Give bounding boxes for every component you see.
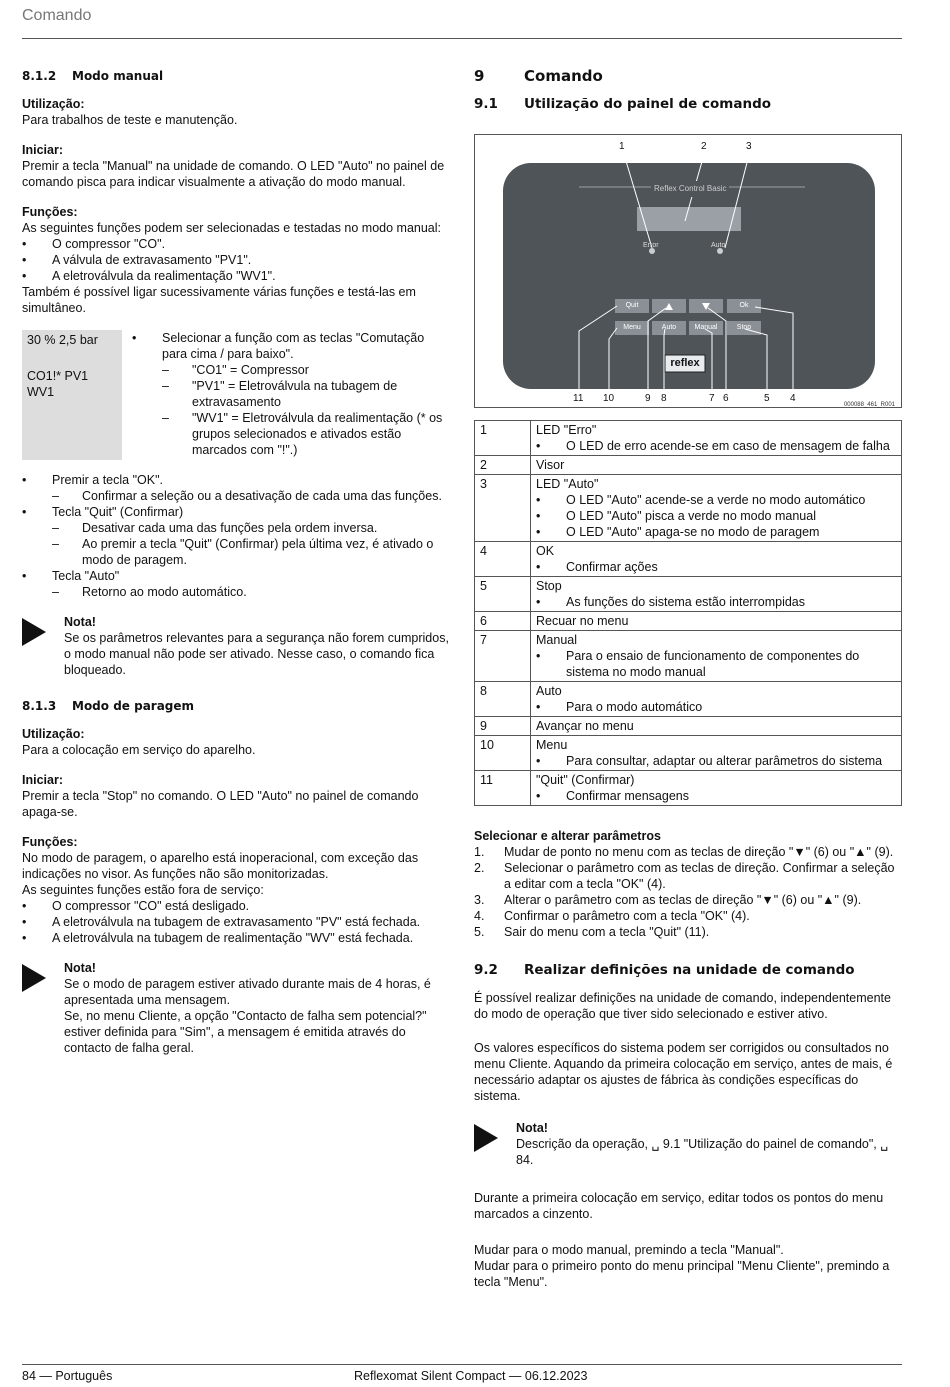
list-item-text: A válvula de extravasamento "PV1". (52, 253, 252, 267)
paragraph: Durante a primeira colocação em serviço, editar todos os pontos do menu marcados a cinzento. (474, 1191, 884, 1221)
led-error-label: Error (643, 242, 659, 249)
note-text: Se os parâmetros relevantes para a segurança não forem cumpridos, o modo manual não pode ser ativado. Nesse caso, o comando fica bloqueado. (64, 631, 449, 677)
funcoes-label: Funções: (22, 205, 78, 219)
sub-item: – Confirmar a seleção ou a desativação de cada uma das funções. (52, 489, 442, 503)
list-item: • A eletroválvula na tubagem de extravasamento "PV" está fechada. (22, 915, 421, 929)
list-item-text: Alterar o parâmetro com as teclas de direção "▼" (6) ou "▲" (9). (504, 893, 862, 907)
legend-description (531, 612, 902, 631)
heading-number: 8.1.2 (22, 69, 57, 83)
key-menu-label: Menu (623, 324, 641, 331)
legend-description (531, 771, 902, 806)
heading-9-1 (474, 96, 902, 112)
legend-item (536, 559, 896, 575)
heading-number: 9.1 (474, 96, 498, 112)
utilizacao-text: Para trabalhos de teste e manutenção. (22, 113, 238, 127)
list-item-text: Premir a tecla "OK". (52, 473, 163, 487)
display-line-1: 30 % 2,5 bar (27, 333, 98, 347)
footer-product: Reflexomat Silent Compact — 06.12.2023 (354, 1369, 588, 1383)
bullet-marker: • (536, 525, 541, 539)
table-row (475, 717, 902, 736)
params-list (474, 844, 902, 940)
sub-item-text: Confirmar a seleção ou a desativação de cada uma das funções. (82, 489, 442, 503)
note-arrow-icon (22, 618, 46, 646)
footer-rule (22, 1364, 902, 1365)
list-item-text: A eletroválvula na tubagem de realimentação "WV" está fechada. (52, 931, 414, 945)
list-item: • O compressor "CO". (22, 237, 166, 251)
list-item: 2. Selecionar o parâmetro com as teclas de direção. Confirmar a seleção a editar com a tecla "OK" (4). (474, 860, 902, 892)
paragraph: Mudar para o primeiro ponto do menu principal "Menu Cliente", premindo a tecla "Menu". (474, 1259, 890, 1289)
legend-number: 6 (475, 612, 531, 631)
legend-item (536, 438, 896, 454)
legend-number: 1 (475, 421, 531, 456)
callout-10: 10 (603, 393, 615, 404)
list-item-text: O compressor "CO" está desligado. (52, 899, 250, 913)
callout-1: 1 (619, 141, 625, 152)
legend-label: "Quit" (Confirmar) (536, 773, 635, 787)
running-header: Comando (22, 7, 92, 24)
note-title: Nota! (64, 961, 96, 975)
list-item: 5. Sair do menu com a tecla "Quit" (11). (474, 925, 710, 939)
legend-item-text: O LED "Auto" acende-se a verde no modo automático (566, 493, 866, 507)
legend-number: 4 (475, 542, 531, 577)
list-item-text: A eletroválvula da realimentação "WV1". (52, 269, 276, 283)
heading-title: Realizar definições na unidade de comando (524, 962, 855, 978)
utilizacao-label: Utilização: (22, 97, 85, 111)
list-item-text: O compressor "CO". (52, 237, 166, 251)
sub-item: – Ao premir a tecla "Quit" (Confirmar) pela última vez, é ativado o modo de paragem. (52, 536, 452, 568)
list-item-text: Selecionar a função com as teclas "Comutação para cima / para baixo". (162, 331, 425, 361)
legend-description (531, 631, 902, 682)
sub-item-text: "PV1" = Eletroválvula na tubagem de extravasamento (192, 379, 398, 409)
legend-number: 10 (475, 736, 531, 771)
legend-item-text: Para consultar, adaptar ou alterar parâmetros do sistema (566, 754, 883, 768)
callout-6: 6 (723, 393, 729, 404)
heading-8-1-2 (22, 68, 452, 84)
bullet-marker: • (536, 754, 541, 768)
legend-item (536, 648, 896, 680)
heading-number: 9.2 (474, 962, 498, 978)
legend-number: 2 (475, 456, 531, 475)
legend-description (531, 542, 902, 577)
table-row (475, 612, 902, 631)
legend-label: Auto (536, 684, 562, 698)
note-text: Se, no menu Cliente, a opção "Contacto de falha sem potencial?" estiver definida para "Sim", a mensagem é emitida através do contacto de falha geral. (64, 1009, 427, 1055)
legend-description (531, 577, 902, 612)
callout-11: 11 (573, 393, 584, 404)
sub-item: – Retorno ao modo automático. (52, 585, 247, 599)
table-row (475, 736, 902, 771)
list-item: 4. Confirmar o parâmetro com a tecla "OK" (4). (474, 909, 750, 923)
heading-number: 9 (474, 67, 485, 85)
callout-4: 4 (790, 393, 796, 404)
heading-8-1-3 (22, 698, 452, 714)
note-text: Se o modo de paragem estiver ativado durante mais de 4 horas, é apresentada uma mensagem. (64, 977, 431, 1007)
paragraph: É possível realizar definições na unidade de comando, independentemente do modo de operação que tiver sido selecionado e estiver ativo. (474, 991, 891, 1021)
key-quit-label: Quit (625, 302, 639, 309)
legend-number: 8 (475, 682, 531, 717)
funcoes-label: Funções: (22, 835, 78, 849)
note-title: Nota! (516, 1121, 548, 1135)
legend-item (536, 594, 896, 610)
legend-description (531, 682, 902, 717)
key-ok-label: Ok (739, 302, 749, 309)
reflex-logo: reflex (670, 357, 700, 369)
heading-title: Utilização do painel de comando (524, 96, 772, 112)
legend-description (531, 456, 902, 475)
sub-item: – Desativar cada uma das funções pela ordem inversa. (52, 521, 378, 535)
table-row (475, 631, 902, 682)
list-item: • O compressor "CO" está desligado. (22, 899, 250, 913)
legend-number: 5 (475, 577, 531, 612)
sub-item-text: Retorno ao modo automático. (82, 585, 247, 599)
utilizacao-label: Utilização: (22, 727, 85, 741)
note-block (22, 960, 452, 1056)
legend-number: 9 (475, 717, 531, 736)
table-row (475, 771, 902, 806)
key-stop-label: Stop (736, 324, 752, 331)
list-item: 1. Mudar de ponto no menu com as teclas de direção "▼" (6) ou "▲" (9). (474, 845, 894, 859)
legend-label: OK (536, 544, 555, 558)
bullet-marker: • (536, 595, 541, 609)
list-item: • A válvula de extravasamento "PV1". (22, 253, 252, 267)
legend-label: Menu (536, 738, 568, 752)
iniciar-text: Premir a tecla "Stop" no comando. O LED "Auto" no painel de comando apaga-se. (22, 789, 419, 819)
legend-item-text: O LED "Auto" pisca a verde no modo manual (566, 509, 816, 523)
note-text: Descrição da operação, ␣ 9.1 "Utilização do painel de comando", ␣ 84. (516, 1137, 889, 1167)
params-title: Selecionar e alterar parâmetros (474, 829, 661, 843)
legend-item (536, 788, 896, 804)
display-screen (22, 330, 122, 460)
key-manual-label: Manual (694, 324, 718, 331)
table-row (475, 577, 902, 612)
iniciar-label: Iniciar: (22, 143, 63, 157)
legend-label: Visor (536, 458, 565, 472)
note-arrow-icon (474, 1124, 498, 1152)
display-example (22, 330, 452, 460)
table-row (475, 456, 902, 475)
figure-code: 000088_461_R001 (843, 402, 895, 408)
legend-description (531, 717, 902, 736)
legend-number: 3 (475, 475, 531, 542)
callout-5: 5 (764, 393, 770, 404)
list-item-text: Tecla "Quit" (Confirmar) (52, 505, 184, 519)
note-title: Nota! (64, 615, 96, 629)
legend-label: LED "Auto" (536, 477, 599, 491)
funcoes-text: No modo de paragem, o aparelho está inoperacional, com exceção das indicações no visor. As funções não são monitorizadas. (22, 851, 419, 881)
list-item: 3. Alterar o parâmetro com as teclas de direção "▼" (6) ou "▲" (9). (474, 893, 862, 907)
legend-item-text: Para o modo automático (566, 700, 703, 714)
legend-item-text: Confirmar mensagens (566, 789, 689, 803)
display-line-2: CO1!* PV1 WV1 (27, 369, 89, 399)
panel-title: Reflex Control Basic (651, 181, 729, 197)
bullet-marker: • (536, 439, 541, 453)
footer-page: 84 — Português (22, 1369, 113, 1383)
list-item: • A eletroválvula na tubagem de realimentação "WV" está fechada. (22, 931, 414, 945)
callout-7: 7 (709, 393, 715, 404)
funcoes-intro: As seguintes funções podem ser selecionadas e testadas no modo manual: (22, 221, 442, 235)
legend-label: Recuar no menu (536, 614, 629, 628)
note-block (474, 1120, 902, 1168)
legend-label: Stop (536, 579, 562, 593)
table-row (475, 421, 902, 456)
heading-9-2 (474, 962, 902, 978)
legend-item-text: Confirmar ações (566, 560, 658, 574)
callout-3: 3 (746, 141, 752, 152)
note-block (22, 614, 452, 678)
legend-item (536, 492, 896, 508)
list-item: • Tecla "Auto" (22, 569, 120, 583)
key-auto-label: Auto (661, 324, 677, 331)
legend-item (536, 508, 896, 524)
funcoes-intro: As seguintes funções estão fora de serviço: (22, 883, 264, 897)
sub-item-text: Ao premir a tecla "Quit" (Confirmar) pela última vez, é ativado o modo de paragem. (82, 537, 434, 567)
sub-item-text: "WV1" = Eletroválvula da realimentação (* os grupos selecionados e ativados estão marcados com "!".) (192, 411, 443, 457)
heading-number: 8.1.3 (22, 699, 57, 713)
heading-title: Comando (524, 67, 603, 85)
bullet-marker: • (536, 509, 541, 523)
list-item-text: Confirmar o parâmetro com a tecla "OK" (4). (504, 909, 750, 923)
utilizacao-text: Para a colocação em serviço do aparelho. (22, 743, 256, 757)
heading-title: Modo manual (72, 69, 164, 83)
paragraph: Mudar para o modo manual, premindo a tecla "Manual". (474, 1243, 784, 1257)
heading-9 (474, 68, 902, 84)
bullet-marker: • (536, 700, 541, 714)
display-description: • Selecionar a função com as teclas "Comutação para cima / para baixo". – "CO1" = Compressor – "PV1" = Eletroválvula na tubagem de extravasamento – "WV1" = Eletroválvula da realimentação (* os grupos selecionados e ativados estão marcados com "!".) (122, 330, 452, 460)
right-column (474, 68, 902, 1290)
bullet-marker: • (536, 560, 541, 574)
bullet-marker: • (536, 649, 541, 663)
control-panel-figure (474, 134, 902, 408)
sub-item-text: "CO1" = Compressor (192, 363, 309, 377)
legend-item (536, 753, 896, 769)
note-arrow-icon (22, 964, 46, 992)
list-item: • Tecla "Quit" (Confirmar) (22, 505, 184, 519)
iniciar-text: Premir a tecla "Manual" na unidade de comando. O LED "Auto" no painel de comando pisca para indicar visualmente a ativação do modo manual. (22, 159, 445, 189)
legend-description (531, 421, 902, 456)
legend-label: LED "Erro" (536, 423, 597, 437)
list-item-text: Sair do menu com a tecla "Quit" (11). (504, 925, 710, 939)
callout-9: 9 (645, 393, 651, 404)
legend-item (536, 699, 896, 715)
legend-item (536, 524, 896, 540)
legend-description (531, 475, 902, 542)
list-item-text: A eletroválvula na tubagem de extravasamento "PV" está fechada. (52, 915, 421, 929)
header-rule (22, 38, 902, 39)
legend-item-text: O LED "Auto" apaga-se no modo de paragem (566, 525, 820, 539)
legend-number: 7 (475, 631, 531, 682)
legend-number: 11 (475, 771, 531, 806)
legend-item-text: O LED de erro acende-se em caso de mensagem de falha (566, 439, 890, 453)
list-item-text: Tecla "Auto" (52, 569, 120, 583)
left-column (22, 68, 452, 1056)
table-row (475, 682, 902, 717)
bullet-marker: • (536, 789, 541, 803)
legend-item-text: Para o ensaio de funcionamento de componentes do sistema no modo manual (566, 649, 860, 679)
callout-2: 2 (701, 141, 707, 152)
legend-label: Avançar no menu (536, 719, 634, 733)
bullet-marker: • (536, 493, 541, 507)
callout-8: 8 (661, 393, 667, 404)
list-item: • Premir a tecla "OK". (22, 473, 163, 487)
legend-table (474, 420, 902, 806)
list-item-text: Selecionar o parâmetro com as teclas de direção. Confirmar a seleção a editar com a tecla "OK" (4). (504, 861, 895, 891)
legend-item-text: As funções do sistema estão interrompidas (566, 595, 806, 609)
heading-title: Modo de paragem (72, 699, 195, 713)
funcoes-after: Também é possível ligar sucessivamente várias funções e testá-las em simultâneo. (22, 285, 416, 315)
table-row (475, 475, 902, 542)
iniciar-label: Iniciar: (22, 773, 63, 787)
list-item-text: Mudar de ponto no menu com as teclas de direção "▼" (6) ou "▲" (9). (504, 845, 894, 859)
legend-label: Manual (536, 633, 577, 647)
sub-item-text: Desativar cada uma das funções pela ordem inversa. (82, 521, 378, 535)
list-item: • A eletroválvula da realimentação "WV1". (22, 269, 276, 283)
paragraph: Os valores específicos do sistema podem ser corrigidos ou consultados no menu Cliente. Aquando da primeira colocação em serviço, antes de mais, é necessário adaptar os ajustes de fábrica às condições específicas do sistema. (474, 1041, 893, 1103)
table-row (475, 542, 902, 577)
legend-description (531, 736, 902, 771)
led-auto-label: Auto (711, 242, 726, 249)
